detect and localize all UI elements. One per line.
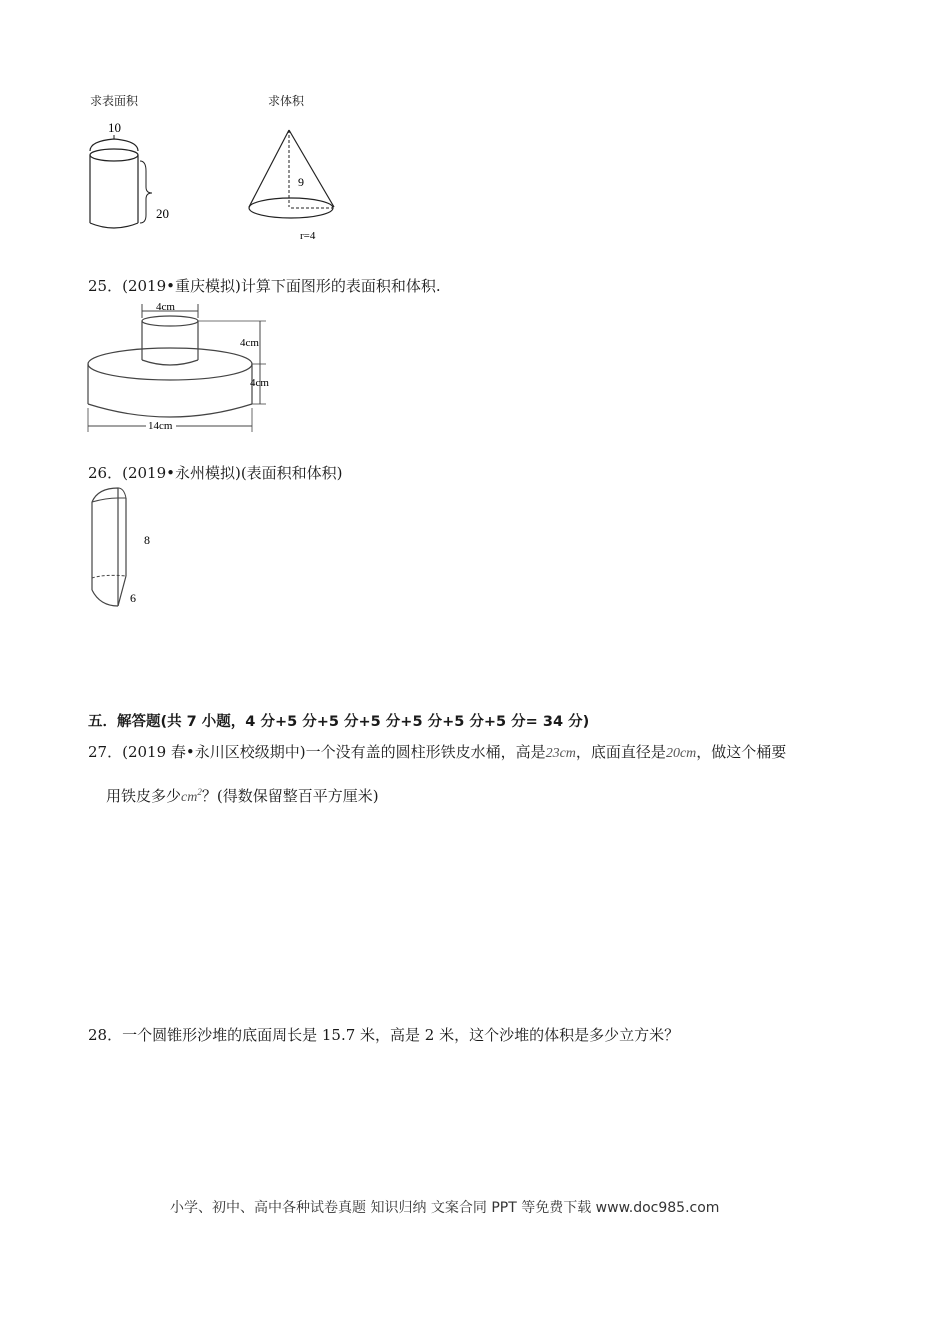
q25-bottom-height-label: 4cm xyxy=(250,377,269,389)
cone-figure xyxy=(240,120,350,245)
cylinder-diameter-label: 10 xyxy=(108,120,121,135)
question-27-line1 xyxy=(88,741,786,762)
cone-radius-label: r=4 xyxy=(300,230,316,242)
q26-diameter-label: 6 xyxy=(130,591,136,605)
section-5-heading: 五．解答题(共 7 小题，4 分+5 分+5 分+5 分+5 分+5 分+5 分= 34 分) xyxy=(88,714,590,730)
cylinder-figure xyxy=(80,115,190,245)
q25-bottom-width-label: 14cm xyxy=(148,420,173,432)
q27-text-part3: ，做这个桶要 xyxy=(696,743,787,761)
footer-text: 小学、初中、高中各种试卷真题 知识归纳 文案合同 PPT 等免费下载 www.doc985.com xyxy=(170,1200,720,1216)
cylinder-height-label: 20 xyxy=(156,206,169,221)
q27-line2-part2: ？(得数保留整百平方厘米) xyxy=(201,787,379,805)
q25-figure xyxy=(84,298,274,436)
q27-text-part1: 27．(2019 春•永川区校级期中)一个没有盖的圆柱形铁皮水桶，高是 xyxy=(88,743,546,761)
q27-diameter-value: 20cm xyxy=(665,746,697,761)
q27-unit: cm xyxy=(181,790,198,805)
q27-text-part2: ，底面直径是 xyxy=(575,743,666,761)
question-28: 28．一个圆锥形沙堆的底面周长是 15.7 米，高是 2 米，这个沙堆的体积是多少立方米？ xyxy=(88,1026,680,1044)
q26-figure xyxy=(84,484,164,614)
question-26: 26．(2019•永州模拟)(表面积和体积) xyxy=(88,464,343,482)
question-27-line2 xyxy=(106,785,379,806)
q27-line2-part1: 用铁皮多少 xyxy=(106,787,182,805)
q25-top-width-label: 4cm xyxy=(156,301,175,313)
cone-caption: 求体积 xyxy=(268,94,305,108)
q25-top-height-label: 4cm xyxy=(240,337,259,349)
q27-unit-sup: 2 xyxy=(197,787,202,797)
cone-height-label: 9 xyxy=(298,175,304,189)
question-25: 25．(2019•重庆模拟)计算下面图形的表面积和体积. xyxy=(88,277,441,295)
cylinder-caption: 求表面积 xyxy=(90,94,139,108)
q26-height-label: 8 xyxy=(144,533,150,547)
q27-height-value: 23cm xyxy=(545,746,576,761)
